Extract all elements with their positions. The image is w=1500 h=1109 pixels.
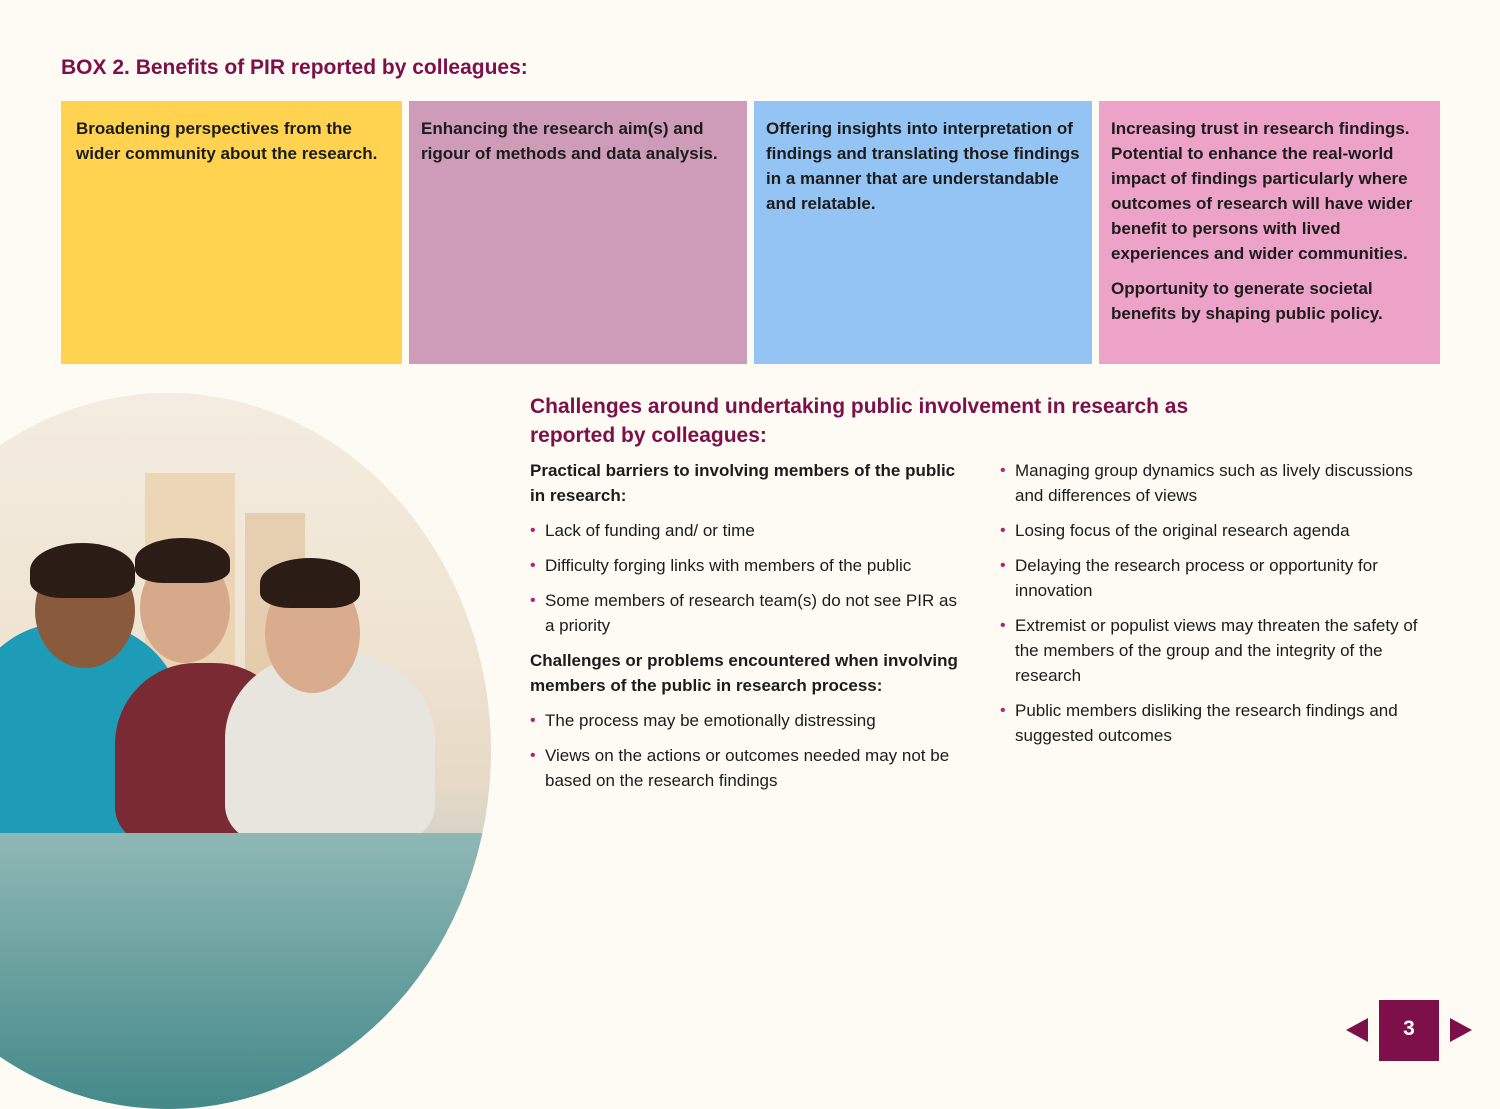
list-item: • Managing group dynamics such as lively discussions and differences of views <box>1000 458 1430 508</box>
problems-list <box>530 708 970 793</box>
right-list <box>1000 458 1430 748</box>
challenges-right-column <box>1000 458 1430 758</box>
benefit-card-1 <box>61 101 402 364</box>
benefit-card-4-text-1: Increasing trust in research findings. Potential to enhance the real-world impact of findings particularly where outcomes of research will have wider benefit to persons with lived experiences and wider communities. <box>1111 119 1413 263</box>
list-item: • Delaying the research process or opportunity for innovation <box>1000 553 1430 603</box>
list-item: • Difficulty forging links with members of the public <box>530 553 970 578</box>
benefit-card-2-text: Enhancing the research aim(s) and rigour of methods and data analysis. <box>421 119 718 163</box>
benefit-card-4 <box>1099 101 1440 364</box>
list-item: • Some members of research team(s) do not see PIR as a priority <box>530 588 970 638</box>
box-title: BOX 2. Benefits of PIR reported by colleagues: <box>61 56 528 79</box>
list-item: • The process may be emotionally distressing <box>530 708 970 733</box>
benefit-card-1-text: Broadening perspectives from the wider community about the research. <box>76 119 378 163</box>
list-item: • Extremist or populist views may threaten the safety of the members of the group and the integrity of the research <box>1000 613 1430 688</box>
list-item: • Lack of funding and/ or time <box>530 518 970 543</box>
triangle-right-icon[interactable] <box>1450 1018 1472 1042</box>
practical-heading: Practical barriers to involving members of the public in research: <box>530 461 956 505</box>
list-item: • Public members disliking the research findings and suggested outcomes <box>1000 698 1430 748</box>
list-item: • Losing focus of the original research agenda <box>1000 518 1430 543</box>
practical-list <box>530 518 970 638</box>
students-photo <box>0 393 491 1109</box>
benefit-card-2 <box>409 101 747 364</box>
triangle-left-icon[interactable] <box>1346 1018 1368 1042</box>
page-navigation <box>1346 1000 1476 1061</box>
problems-heading: Challenges or problems encountered when involving members of the public in research process: <box>530 651 958 695</box>
page-number: 3 <box>1379 1000 1439 1061</box>
benefit-card-3-text: Offering insights into interpretation of findings and translating those findings in a manner that are understandable and relatable. <box>766 119 1080 213</box>
benefit-card-3 <box>754 101 1092 364</box>
list-item: • Views on the actions or outcomes needed may not be based on the research findings <box>530 743 970 793</box>
challenges-title: Challenges around undertaking public involvement in research as reported by colleagues: <box>530 395 1189 447</box>
challenges-left-column <box>530 458 970 803</box>
benefit-card-4-text-2: Opportunity to generate societal benefits by shaping public policy. <box>1111 279 1383 323</box>
